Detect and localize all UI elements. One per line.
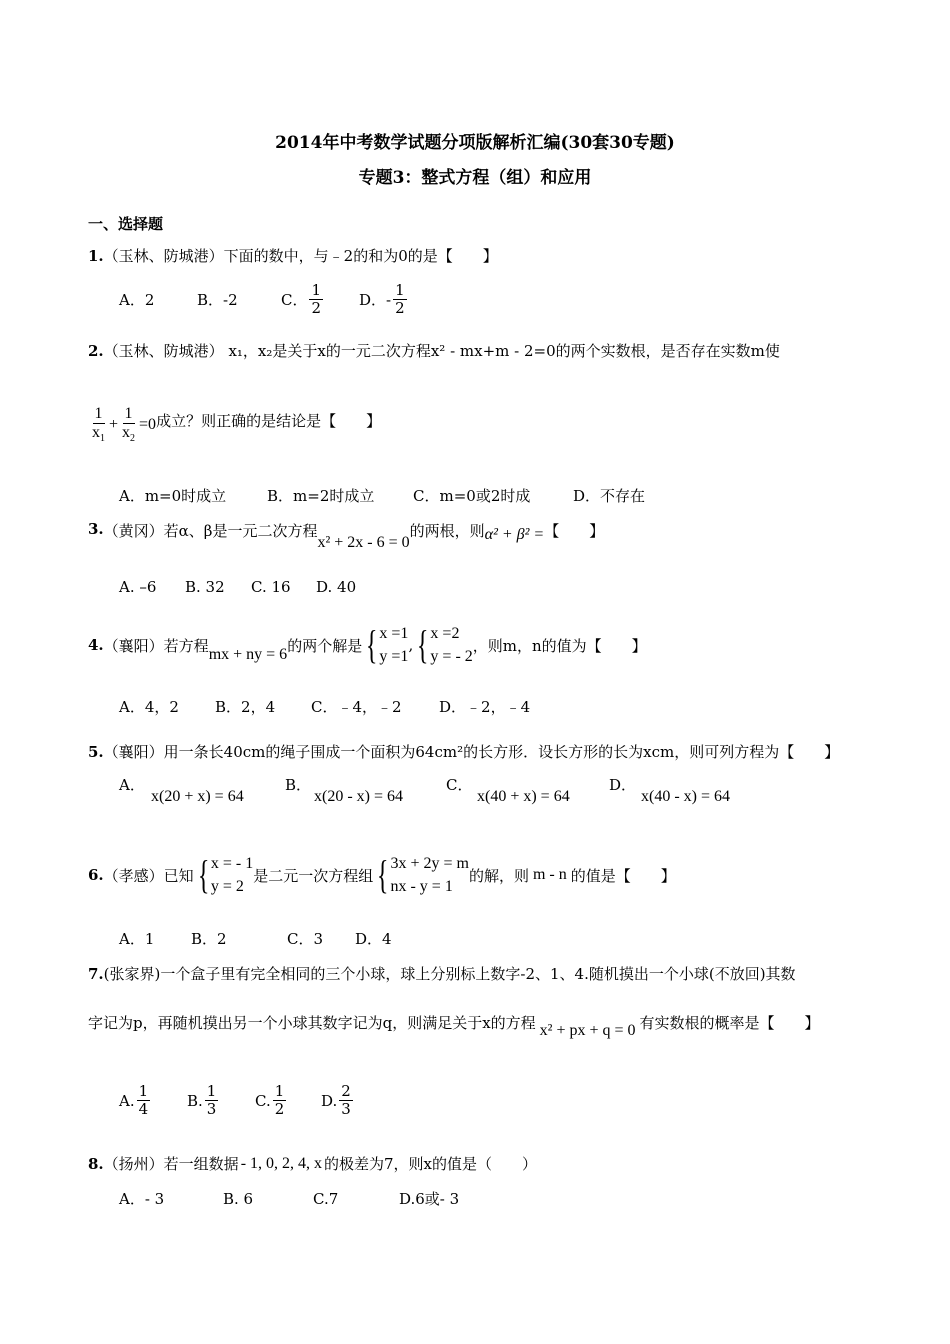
fraction: $\frac{1}{2}$ [311,281,322,318]
section-heading: 一、选择题 [88,215,164,233]
expression: m - n [532,866,567,884]
question-text: （黄冈）若α、β是一元二次方程 [103,522,318,540]
fraction: $\frac{1}{2}$ [395,281,405,318]
option-d: D. 40 [316,578,357,596]
option-a: A. –6 [119,578,157,596]
option-d: D．4 [355,930,392,948]
question-number: 7. [88,965,104,983]
question-number: 5. [88,743,104,761]
option-a: A．1 [119,930,155,948]
option-c [281,282,359,318]
question-6 [88,852,676,898]
question-text: 字记为p，再随机摸出另一个小球其数字记为q，则满足关于x的方程 [88,1014,536,1032]
question-8-options [119,1188,459,1209]
equation-system: { 3x + 2y = m nx - y = 1 [377,852,469,898]
question-6-options [119,928,392,949]
option-d-label: D． [609,776,637,794]
question-number: 6. [88,866,104,885]
question-text: （襄阳）用一条长40cm的绳子围成一个面积为64cm²的长方形．设长方形的长为xcm，则可列方程为【 】 [103,743,840,761]
option-c-equation: x(40 + x) = 64 [477,788,570,805]
option-d: D. $\frac{2}{3}$ [321,1082,351,1119]
question-2 [88,340,780,361]
option-a: A．2 [119,291,155,310]
question-text: （玉林、防城港）下面的数中，与﹣2的和为0的是【 】 [103,247,498,265]
question-number: 4. [88,636,104,655]
fraction: $\frac{2}{3}$ [341,1082,351,1119]
question-5-options [119,774,759,814]
option-label: D．- [359,291,392,310]
option-a: A．4，2 [119,698,179,716]
question-number: 3. [88,520,104,538]
question-5 [88,741,839,762]
question-1-options [119,282,409,318]
solution-system: { x = - 1 y = 2 [197,852,254,898]
question-7-options [119,1083,355,1119]
option-d-equation: x(40 - x) = 64 [641,788,731,805]
question-text: 的极差为7，则x的值是（ ） [324,1155,538,1173]
option-a: A. $\frac{1}{4}$ [119,1082,149,1119]
option-b: B. 32 [185,578,225,596]
question-8 [88,1153,537,1174]
option-b: B. $\frac{1}{3}$ [187,1082,217,1119]
question-text: 的解，则 [468,866,529,885]
option-label: C． [281,291,308,310]
option-d [359,282,409,318]
question-7-line-1 [88,963,796,984]
question-text: （襄阳）若方程 [103,636,209,655]
question-text: （扬州）若一组数据 [103,1155,239,1173]
option-c: C．﹣4，﹣2 [311,698,402,716]
option-d: D．不存在 [573,487,646,505]
question-7-line-2 [88,1012,820,1040]
question-number: 1. [88,247,104,265]
question-text: (张家界)一个盒子里有完全相同的三个小球，球上分别标上数字-2、1、4.随机摸出一个小球(不放回)其数 [103,965,796,983]
option-a-label: A． [119,776,145,794]
question-3-options [119,578,356,596]
question-number: 2. [88,342,104,360]
question-4: 4. （襄阳）若方程 mx + ny = 6 的两个解是 { x =1 y =1 , { x =2 y = - 2 ，则m，n的值为【 】 [88,622,647,668]
option-c: C．m=0或2时成 [413,487,531,505]
question-text: 是二元一次方程组 [253,866,374,885]
solution-system-2: { x =2 y = - 2 [417,622,473,668]
fraction: $\frac{1}{2}$ [274,1082,285,1119]
question-text: （玉林、防城港） x₁，x₂是关于x的一元二次方程x² - mx+m - 2=0的两个实数根，是否存在实数m使 [103,342,780,360]
question-3 [88,520,604,552]
question-4-options [119,696,530,717]
option-b: B. 6 [223,1190,254,1208]
option-b: B．-2 [197,291,238,310]
fraction-1-over-x1: $\frac{1}{x_1}$ [92,405,105,445]
option-b: B．2 [191,930,227,948]
question-text: 的两根，则 [409,522,485,540]
option-a: A．m=0时成立 [119,487,227,505]
option-b: B．m=2时成立 [267,487,375,505]
question-1 [88,245,498,266]
option-a-equation: x(20 + x) = 64 [151,788,244,805]
option-c: C. $\frac{1}{2}$ [255,1082,285,1119]
data-set: - 1, 0, 2, 4, x [240,1154,323,1172]
question-2-options [119,485,645,506]
fraction-1-over-x2: $\frac{1}{x_2}$ [122,405,136,445]
equation: x² + 2x - 6 = 0 [317,534,410,551]
option-b-equation: x(20 - x) = 64 [314,788,404,805]
equation: x² + px + q = 0 [539,1022,636,1039]
fraction: $\frac{1}{3}$ [206,1082,217,1119]
option-d: D．﹣2，﹣4 [439,698,531,716]
question-text: 成立？则正确的是结论是【 】 [156,411,382,430]
option-b: B．2，4 [215,698,276,716]
option-d: D.6或- 3 [399,1190,460,1208]
question-text: 【 】 [544,522,605,540]
option-a: A．- 3 [119,1190,165,1208]
solution-system-1: { x =1 y =1 [366,622,409,668]
fraction: $\frac{1}{4}$ [138,1082,149,1119]
option-c-label: C． [446,776,473,794]
document-subtitle: 专题3：整式方程（组）和应用 [358,168,592,188]
option-c: C．3 [287,930,324,948]
option-c: C.7 [313,1190,339,1208]
question-2-condition: $\frac{1}{x_1}$ + $\frac{1}{x_2}$ =0 成立？则正确的是结论是【 】 [92,405,382,445]
option-c: C. 16 [251,578,291,596]
document-title: 2014年中考数学试题分项版解析汇编(30套30专题) [275,133,675,153]
equation: mx + ny = 6 [208,646,288,664]
expression: α² + β² = [484,526,545,543]
question-text: （孝感）已知 [103,866,194,885]
question-text: 有实数根的概率是【 】 [639,1014,820,1032]
question-number: 8. [88,1154,104,1173]
question-text: ，则m，n的值为【 】 [472,636,647,655]
option-b-label: B． [285,776,312,794]
question-text: 的两个解是 [287,636,363,655]
question-text: 的值是【 】 [570,866,676,885]
